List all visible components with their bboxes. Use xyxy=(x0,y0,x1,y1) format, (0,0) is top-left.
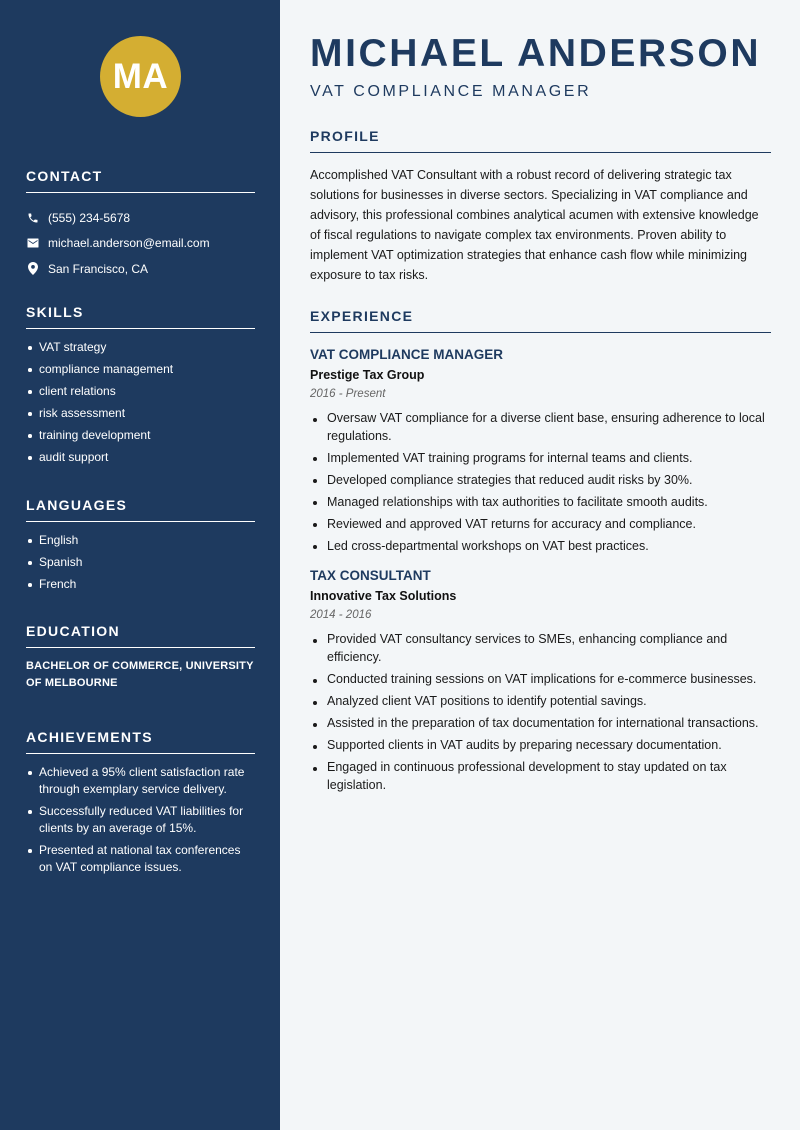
monogram-avatar: MA xyxy=(100,36,181,117)
contact-location-text: San Francisco, CA xyxy=(48,261,149,276)
job-duties xyxy=(310,410,771,555)
achievement-item: Successfully reduced VAT liabilities for clients by an average of 15%. xyxy=(26,803,255,837)
duty-item: Conducted training sessions on VAT implications for e-commerce businesses. xyxy=(310,671,771,689)
contact-phone-text[interactable]: (555) 234-5678 xyxy=(48,210,131,225)
experience-heading: EXPERIENCE xyxy=(310,308,771,333)
language-item: French xyxy=(26,576,255,593)
language-item: English xyxy=(26,532,255,549)
contact-email xyxy=(26,231,255,257)
skill-item: VAT strategy xyxy=(26,339,255,356)
language-item: Spanish xyxy=(26,554,255,571)
job-entry xyxy=(310,568,771,794)
profile-heading: PROFILE xyxy=(310,128,771,153)
contact-list xyxy=(26,205,255,282)
languages-heading: LANGUAGES xyxy=(26,497,255,522)
job-entry xyxy=(310,347,771,555)
skill-item: audit support xyxy=(26,449,255,466)
candidate-title: VAT COMPLIANCE MANAGER xyxy=(310,83,592,100)
job-company: Innovative Tax Solutions xyxy=(310,589,457,604)
duty-item: Assisted in the preparation of tax documentation for international transactions. xyxy=(310,715,771,733)
job-role: VAT COMPLIANCE MANAGER xyxy=(310,347,503,362)
duty-item: Reviewed and approved VAT returns for accuracy and compliance. xyxy=(310,516,771,534)
duty-item: Engaged in continuous professional development to stay updated on tax legislation. xyxy=(310,759,771,794)
skills-section xyxy=(26,304,255,471)
education-section xyxy=(26,623,255,692)
contact-section xyxy=(26,168,255,282)
duty-item: Provided VAT consultancy services to SMEs, enhancing compliance and efficiency. xyxy=(310,631,771,666)
contact-heading: CONTACT xyxy=(26,168,255,193)
job-duties xyxy=(310,631,771,794)
profile-section xyxy=(310,128,771,285)
duty-item: Supported clients in VAT audits by preparing necessary documentation. xyxy=(310,737,771,755)
achievements-heading: ACHIEVEMENTS xyxy=(26,729,255,754)
location-pin-icon xyxy=(26,262,39,275)
skills-heading: SKILLS xyxy=(26,304,255,329)
achievements-list xyxy=(26,764,255,876)
sidebar xyxy=(0,0,280,1130)
duty-item: Oversaw VAT compliance for a diverse client base, ensuring adherence to local regulations. xyxy=(310,410,771,445)
languages-section xyxy=(26,497,255,598)
job-dates: 2014 - 2016 xyxy=(310,609,372,622)
profile-summary: Accomplished VAT Consultant with a robust record of delivering strategic tax solutions for businesses in diverse sectors. Specializing in VAT compliance and advisory, this professional combines analytical acumen with extensive knowledge of fiscal regulations to navigate complex tax environments. Proven ability to implement VAT optimization strategies that enhance cash flow while minimizing exposure to tax risks. xyxy=(310,168,759,282)
achievement-item: Presented at national tax conferences on VAT compliance issues. xyxy=(26,842,255,876)
skills-list xyxy=(26,339,255,466)
skill-item: risk assessment xyxy=(26,405,255,422)
skill-item: client relations xyxy=(26,383,255,400)
mail-icon xyxy=(26,237,39,250)
skill-item: compliance management xyxy=(26,361,255,378)
duty-item: Developed compliance strategies that reduced audit risks by 30%. xyxy=(310,472,771,490)
achievement-item: Achieved a 95% client satisfaction rate through exemplary service delivery. xyxy=(26,764,255,798)
education-heading: EDUCATION xyxy=(26,623,255,648)
job-company: Prestige Tax Group xyxy=(310,368,425,382)
duty-item: Managed relationships with tax authorities to facilitate smooth audits. xyxy=(310,494,771,512)
duty-item: Led cross-departmental workshops on VAT best practices. xyxy=(310,538,771,556)
contact-location xyxy=(26,256,255,282)
duty-item: Analyzed client VAT positions to identify potential savings. xyxy=(310,693,771,711)
phone-icon xyxy=(26,211,39,224)
achievements-section xyxy=(26,729,255,881)
contact-phone xyxy=(26,205,255,231)
contact-email-text[interactable]: michael.anderson@email.com xyxy=(48,236,210,251)
duty-item: Implemented VAT training programs for internal teams and clients. xyxy=(310,450,771,468)
job-dates: 2016 - Present xyxy=(310,388,386,400)
job-role: TAX CONSULTANT xyxy=(310,568,431,584)
experience-section xyxy=(310,308,771,799)
languages-list xyxy=(26,532,255,593)
candidate-name: MICHAEL ANDERSON xyxy=(310,32,762,75)
skill-item: training development xyxy=(26,427,255,444)
education-degree: BACHELOR OF COMMERCE, UNIVERSITY OF MELBOURNE xyxy=(26,660,254,689)
